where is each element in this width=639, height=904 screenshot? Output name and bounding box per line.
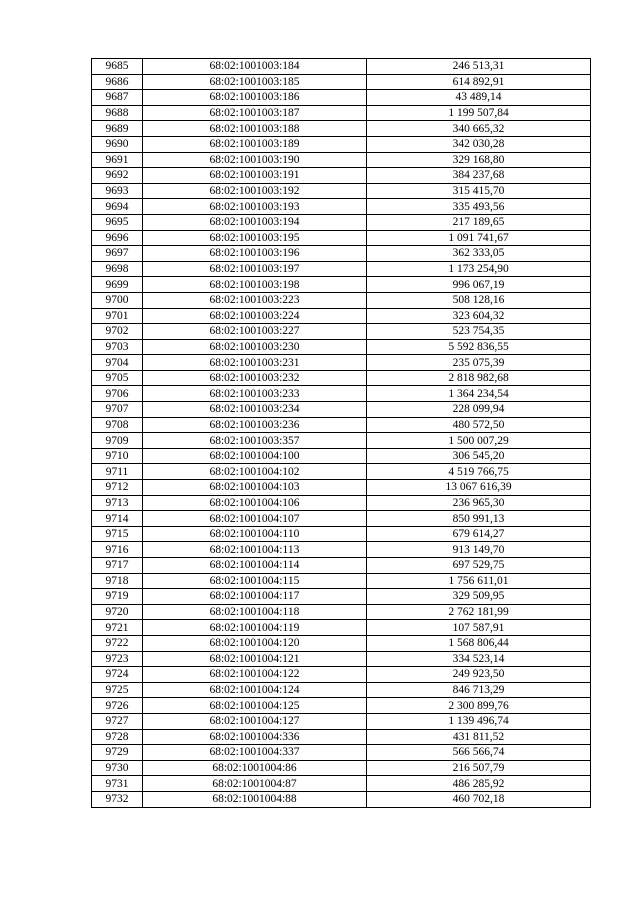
cadastral-value-cell: 614 892,91 xyxy=(367,74,591,90)
cadastral-value-cell: 1 091 741,67 xyxy=(367,230,591,246)
cadastral-value-cell: 4 519 766,75 xyxy=(367,464,591,480)
table-row xyxy=(92,339,591,355)
row-number-cell: 9687 xyxy=(92,90,143,106)
table-row xyxy=(92,292,591,308)
cadastral-number-cell: 68:02:1001004:110 xyxy=(143,526,367,542)
row-number-cell: 9720 xyxy=(92,604,143,620)
cadastral-value-cell: 566 566,74 xyxy=(367,745,591,761)
row-number-cell: 9686 xyxy=(92,74,143,90)
row-number-cell: 9719 xyxy=(92,589,143,605)
cadastral-value-cell: 1 568 806,44 xyxy=(367,635,591,651)
cadastral-number-cell: 68:02:1001003:188 xyxy=(143,121,367,137)
table-row xyxy=(92,386,591,402)
cadastral-value-cell: 1 199 507,84 xyxy=(367,105,591,121)
cadastral-value-cell: 850 991,13 xyxy=(367,511,591,527)
row-number-cell: 9688 xyxy=(92,105,143,121)
cadastral-value-table xyxy=(91,58,591,808)
table-row xyxy=(92,402,591,418)
row-number-cell: 9701 xyxy=(92,308,143,324)
cadastral-value-cell: 217 189,65 xyxy=(367,214,591,230)
table-row xyxy=(92,651,591,667)
row-number-cell: 9714 xyxy=(92,511,143,527)
table-row xyxy=(92,480,591,496)
table-row xyxy=(92,370,591,386)
cadastral-number-cell: 68:02:1001004:113 xyxy=(143,542,367,558)
cadastral-value-cell: 460 702,18 xyxy=(367,791,591,807)
table-row xyxy=(92,214,591,230)
row-number-cell: 9725 xyxy=(92,682,143,698)
cadastral-number-cell: 68:02:1001004:103 xyxy=(143,480,367,496)
row-number-cell: 9705 xyxy=(92,370,143,386)
row-number-cell: 9729 xyxy=(92,745,143,761)
cadastral-value-cell: 315 415,70 xyxy=(367,183,591,199)
row-number-cell: 9707 xyxy=(92,402,143,418)
table-row xyxy=(92,136,591,152)
cadastral-value-cell: 340 665,32 xyxy=(367,121,591,137)
row-number-cell: 9711 xyxy=(92,464,143,480)
cadastral-value-cell: 228 099,94 xyxy=(367,402,591,418)
cadastral-value-cell: 5 592 836,55 xyxy=(367,339,591,355)
row-number-cell: 9731 xyxy=(92,776,143,792)
table-row xyxy=(92,168,591,184)
row-number-cell: 9702 xyxy=(92,324,143,340)
row-number-cell: 9690 xyxy=(92,136,143,152)
cadastral-value-cell: 480 572,50 xyxy=(367,417,591,433)
cadastral-value-cell: 329 168,80 xyxy=(367,152,591,168)
row-number-cell: 9726 xyxy=(92,698,143,714)
row-number-cell: 9695 xyxy=(92,214,143,230)
table-row xyxy=(92,261,591,277)
table-row xyxy=(92,355,591,371)
table-row xyxy=(92,604,591,620)
row-number-cell: 9704 xyxy=(92,355,143,371)
table-row xyxy=(92,199,591,215)
cadastral-number-cell: 68:02:1001003:194 xyxy=(143,214,367,230)
cadastral-value-cell: 329 509,95 xyxy=(367,589,591,605)
table-row xyxy=(92,324,591,340)
cadastral-value-cell: 523 754,35 xyxy=(367,324,591,340)
cadastral-number-cell: 68:02:1001004:337 xyxy=(143,745,367,761)
cadastral-number-cell: 68:02:1001004:106 xyxy=(143,495,367,511)
table-row xyxy=(92,698,591,714)
cadastral-value-cell: 306 545,20 xyxy=(367,448,591,464)
row-number-cell: 9715 xyxy=(92,526,143,542)
cadastral-number-cell: 68:02:1001003:192 xyxy=(143,183,367,199)
cadastral-number-cell: 68:02:1001004:122 xyxy=(143,667,367,683)
cadastral-value-cell: 1 139 496,74 xyxy=(367,713,591,729)
table-row xyxy=(92,573,591,589)
row-number-cell: 9693 xyxy=(92,183,143,199)
row-number-cell: 9713 xyxy=(92,495,143,511)
cadastral-value-cell: 13 067 616,39 xyxy=(367,480,591,496)
table-row xyxy=(92,729,591,745)
cadastral-number-cell: 68:02:1001004:127 xyxy=(143,713,367,729)
table-row xyxy=(92,713,591,729)
cadastral-value-cell: 1 173 254,90 xyxy=(367,261,591,277)
row-number-cell: 9712 xyxy=(92,480,143,496)
table-body xyxy=(92,59,591,808)
table-row xyxy=(92,760,591,776)
cadastral-number-cell: 68:02:1001003:197 xyxy=(143,261,367,277)
row-number-cell: 9721 xyxy=(92,620,143,636)
cadastral-number-cell: 68:02:1001003:191 xyxy=(143,168,367,184)
cadastral-number-cell: 68:02:1001004:114 xyxy=(143,558,367,574)
cadastral-value-cell: 508 128,16 xyxy=(367,292,591,308)
table-row xyxy=(92,558,591,574)
cadastral-number-cell: 68:02:1001003:357 xyxy=(143,433,367,449)
table-row xyxy=(92,682,591,698)
cadastral-number-cell: 68:02:1001004:102 xyxy=(143,464,367,480)
table-row xyxy=(92,90,591,106)
row-number-cell: 9696 xyxy=(92,230,143,246)
cadastral-value-cell: 486 285,92 xyxy=(367,776,591,792)
table-row xyxy=(92,183,591,199)
cadastral-number-cell: 68:02:1001003:198 xyxy=(143,277,367,293)
cadastral-number-cell: 68:02:1001004:118 xyxy=(143,604,367,620)
table-row xyxy=(92,230,591,246)
table-row xyxy=(92,121,591,137)
cadastral-value-cell: 323 604,32 xyxy=(367,308,591,324)
row-number-cell: 9727 xyxy=(92,713,143,729)
table-row xyxy=(92,433,591,449)
cadastral-number-cell: 68:02:1001003:223 xyxy=(143,292,367,308)
cadastral-value-cell: 2 818 982,68 xyxy=(367,370,591,386)
cadastral-number-cell: 68:02:1001003:195 xyxy=(143,230,367,246)
cadastral-number-cell: 68:02:1001004:120 xyxy=(143,635,367,651)
cadastral-value-cell: 996 067,19 xyxy=(367,277,591,293)
cadastral-number-cell: 68:02:1001003:193 xyxy=(143,199,367,215)
row-number-cell: 9691 xyxy=(92,152,143,168)
cadastral-number-cell: 68:02:1001004:125 xyxy=(143,698,367,714)
row-number-cell: 9709 xyxy=(92,433,143,449)
cadastral-number-cell: 68:02:1001004:87 xyxy=(143,776,367,792)
row-number-cell: 9703 xyxy=(92,339,143,355)
cadastral-value-cell: 342 030,28 xyxy=(367,136,591,152)
table-row xyxy=(92,105,591,121)
row-number-cell: 9685 xyxy=(92,59,143,75)
cadastral-value-cell: 236 965,30 xyxy=(367,495,591,511)
cadastral-number-cell: 68:02:1001004:88 xyxy=(143,791,367,807)
table-row xyxy=(92,776,591,792)
table-row xyxy=(92,745,591,761)
cadastral-value-cell: 249 923,50 xyxy=(367,667,591,683)
cadastral-number-cell: 68:02:1001003:233 xyxy=(143,386,367,402)
cadastral-number-cell: 68:02:1001003:189 xyxy=(143,136,367,152)
cadastral-value-cell: 2 762 181,99 xyxy=(367,604,591,620)
table-row xyxy=(92,511,591,527)
row-number-cell: 9723 xyxy=(92,651,143,667)
table-row xyxy=(92,791,591,807)
row-number-cell: 9699 xyxy=(92,277,143,293)
cadastral-number-cell: 68:02:1001003:232 xyxy=(143,370,367,386)
cadastral-number-cell: 68:02:1001003:230 xyxy=(143,339,367,355)
cadastral-value-cell: 43 489,14 xyxy=(367,90,591,106)
row-number-cell: 9697 xyxy=(92,246,143,262)
cadastral-number-cell: 68:02:1001004:115 xyxy=(143,573,367,589)
cadastral-number-cell: 68:02:1001003:224 xyxy=(143,308,367,324)
cadastral-value-cell: 235 075,39 xyxy=(367,355,591,371)
cadastral-number-cell: 68:02:1001004:119 xyxy=(143,620,367,636)
cadastral-value-cell: 334 523,14 xyxy=(367,651,591,667)
cadastral-number-cell: 68:02:1001003:190 xyxy=(143,152,367,168)
cadastral-number-cell: 68:02:1001004:86 xyxy=(143,760,367,776)
cadastral-number-cell: 68:02:1001003:187 xyxy=(143,105,367,121)
cadastral-value-cell: 246 513,31 xyxy=(367,59,591,75)
cadastral-number-cell: 68:02:1001003:234 xyxy=(143,402,367,418)
cadastral-value-cell: 846 713,29 xyxy=(367,682,591,698)
cadastral-number-cell: 68:02:1001003:185 xyxy=(143,74,367,90)
cadastral-number-cell: 68:02:1001003:196 xyxy=(143,246,367,262)
cadastral-value-cell: 1 500 007,29 xyxy=(367,433,591,449)
cadastral-value-cell: 216 507,79 xyxy=(367,760,591,776)
row-number-cell: 9722 xyxy=(92,635,143,651)
row-number-cell: 9716 xyxy=(92,542,143,558)
cadastral-number-cell: 68:02:1001003:184 xyxy=(143,59,367,75)
cadastral-value-cell: 107 587,91 xyxy=(367,620,591,636)
table-row xyxy=(92,246,591,262)
cadastral-value-cell: 335 493,56 xyxy=(367,199,591,215)
table-row xyxy=(92,74,591,90)
table-row xyxy=(92,152,591,168)
cadastral-number-cell: 68:02:1001004:100 xyxy=(143,448,367,464)
cadastral-number-cell: 68:02:1001003:236 xyxy=(143,417,367,433)
table-row xyxy=(92,667,591,683)
table-row xyxy=(92,464,591,480)
cadastral-number-cell: 68:02:1001003:231 xyxy=(143,355,367,371)
table-row xyxy=(92,308,591,324)
cadastral-value-cell: 384 237,68 xyxy=(367,168,591,184)
table-row xyxy=(92,277,591,293)
cadastral-value-cell: 1 756 611,01 xyxy=(367,573,591,589)
row-number-cell: 9718 xyxy=(92,573,143,589)
table-row xyxy=(92,635,591,651)
cadastral-number-cell: 68:02:1001003:227 xyxy=(143,324,367,340)
cadastral-number-cell: 68:02:1001004:121 xyxy=(143,651,367,667)
cadastral-value-cell: 362 333,05 xyxy=(367,246,591,262)
row-number-cell: 9689 xyxy=(92,121,143,137)
cadastral-value-cell: 2 300 899,76 xyxy=(367,698,591,714)
cadastral-number-cell: 68:02:1001004:124 xyxy=(143,682,367,698)
row-number-cell: 9700 xyxy=(92,292,143,308)
cadastral-number-cell: 68:02:1001004:117 xyxy=(143,589,367,605)
table-row xyxy=(92,417,591,433)
table-row xyxy=(92,448,591,464)
table-row xyxy=(92,59,591,75)
cadastral-value-cell: 431 811,52 xyxy=(367,729,591,745)
row-number-cell: 9728 xyxy=(92,729,143,745)
row-number-cell: 9730 xyxy=(92,760,143,776)
cadastral-number-cell: 68:02:1001003:186 xyxy=(143,90,367,106)
table-row xyxy=(92,620,591,636)
row-number-cell: 9698 xyxy=(92,261,143,277)
cadastral-value-cell: 913 149,70 xyxy=(367,542,591,558)
row-number-cell: 9732 xyxy=(92,791,143,807)
cadastral-value-cell: 1 364 234,54 xyxy=(367,386,591,402)
row-number-cell: 9692 xyxy=(92,168,143,184)
table-row xyxy=(92,495,591,511)
row-number-cell: 9706 xyxy=(92,386,143,402)
cadastral-value-cell: 697 529,75 xyxy=(367,558,591,574)
cadastral-value-cell: 679 614,27 xyxy=(367,526,591,542)
row-number-cell: 9694 xyxy=(92,199,143,215)
row-number-cell: 9724 xyxy=(92,667,143,683)
cadastral-number-cell: 68:02:1001004:336 xyxy=(143,729,367,745)
row-number-cell: 9710 xyxy=(92,448,143,464)
row-number-cell: 9708 xyxy=(92,417,143,433)
row-number-cell: 9717 xyxy=(92,558,143,574)
table-row xyxy=(92,589,591,605)
table-row xyxy=(92,542,591,558)
table-row xyxy=(92,526,591,542)
cadastral-number-cell: 68:02:1001004:107 xyxy=(143,511,367,527)
